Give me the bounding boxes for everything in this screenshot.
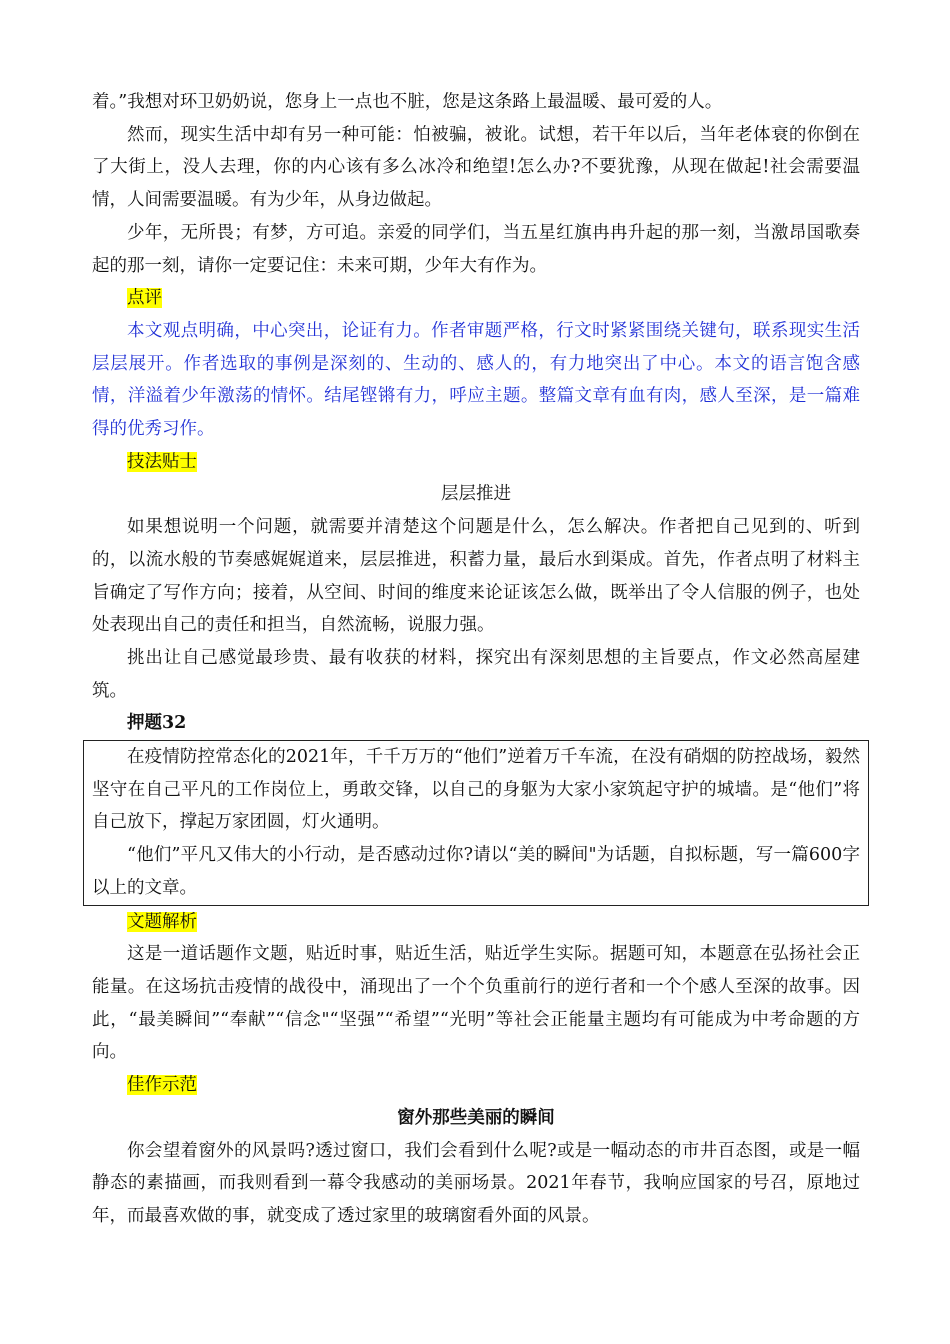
tips-paragraph: 挑出让自己感觉最珍贵、最有收获的材料，探究出有深刻思想的主旨要点，作文必然高屋建筑。	[92, 647, 860, 701]
essay-paragraph: 然而，现实生活中却有另一种可能：怕被骗，被讹。试想，若干年以后，当年老体衰的你倒在了大街上，没人去理，你的内心该有多么冰冷和绝望!怎么办?不要犹豫，从现在做起!社会需要温情，人间需要温暖。有为少年，从身边做起。	[92, 124, 860, 211]
sample-title: 窗外那些美丽的瞬间	[397, 1107, 555, 1128]
question-paragraph: “他们”平凡又伟大的小行动，是否感动过你?请以“美的瞬间"为话题，自拟标题，写一篇600字以上的文章。	[92, 845, 860, 898]
sample-label-line	[92, 1069, 860, 1102]
sample-paragraph: 你会望着窗外的风景吗?透过窗口，我们会看到什么呢?或是一幅动态的市井百态图，或是一幅静态的素描画，而我则看到一幕令我感动的美丽场景。2021年春节，我响应国家的号召，原地过年，而最喜欢做的事，就变成了透过家里的玻璃窗看外面的风景。	[92, 1140, 860, 1226]
comment-label: 点评	[127, 288, 162, 309]
analysis-label: 文题解析	[127, 911, 197, 932]
question-heading: 押题32	[127, 713, 187, 734]
tips-title: 层层推进	[441, 484, 511, 505]
comment-label-line	[92, 282, 860, 315]
tips-paragraph: 如果想说明一个问题，就需要并清楚这个问题是什么，怎么解决。作者把自己见到的、听到的，以流水般的节奏感娓娓道来，层层推进，积蓄力量，最后水到渠成。首先，作者点明了材料主旨确定了写作方向；接着，从空间、时间的维度来论证该怎么做，既举出了令人信服的例子，也处处表现出自己的责任和担当，自然流畅，说服力强。	[92, 517, 860, 636]
document-page	[92, 86, 860, 1233]
sample-label: 佳作示范	[127, 1075, 197, 1096]
essay-paragraph: 着。”我想对环卫奶奶说，您身上一点也不脏，您是这条路上最温暖、最可爱的人。	[92, 92, 723, 112]
analysis-label-line	[92, 906, 860, 939]
comment-text: 本文观点明确，中心突出，论证有力。作者审题严格，行文时紧紧围绕关键句，联系现实生活层层展开。作者选取的事例是深刻的、生动的、感人的，有力地突出了中心。本文的语言饱含感情，洋溢着少年激荡的情怀。结尾铿锵有力，呼应主题。整篇文章有血有肉，感人至深，是一篇难得的优秀习作。	[92, 320, 860, 440]
analysis-text: 这是一道话题作文题，贴近时事，贴近生活，贴近学生实际。据题可知，本题意在弘扬社会正能量。在这场抗击疫情的战役中，涌现出了一个个负重前行的逆行者和一个个感人至深的故事。因此，“最美瞬间”“奉献”“信念"“坚强”“希望”“光明”等社会正能量主题均有可能成为中考命题的方向。	[92, 944, 860, 1063]
essay-paragraph: 少年，无所畏；有梦，方可追。亲爱的同学们，当五星红旗冉冉升起的那一刻，当激昂国歌奏起的那一刻，请你一定要记住：未来可期，少年大有作为。	[92, 222, 860, 276]
tips-label: 技法贴士	[127, 451, 197, 472]
question-box	[83, 740, 869, 906]
question-paragraph: 在疫情防控常态化的2021年，千千万万的“他们”逆着万千车流，在没有硝烟的防控战场，毅然坚守在自己平凡的工作岗位上，勇敢交锋，以自己的身躯为大家小家筑起守护的城墙。是“他们”将自己放下，撑起万家团圆，灯火通明。	[92, 747, 860, 833]
tips-label-line	[92, 446, 860, 479]
